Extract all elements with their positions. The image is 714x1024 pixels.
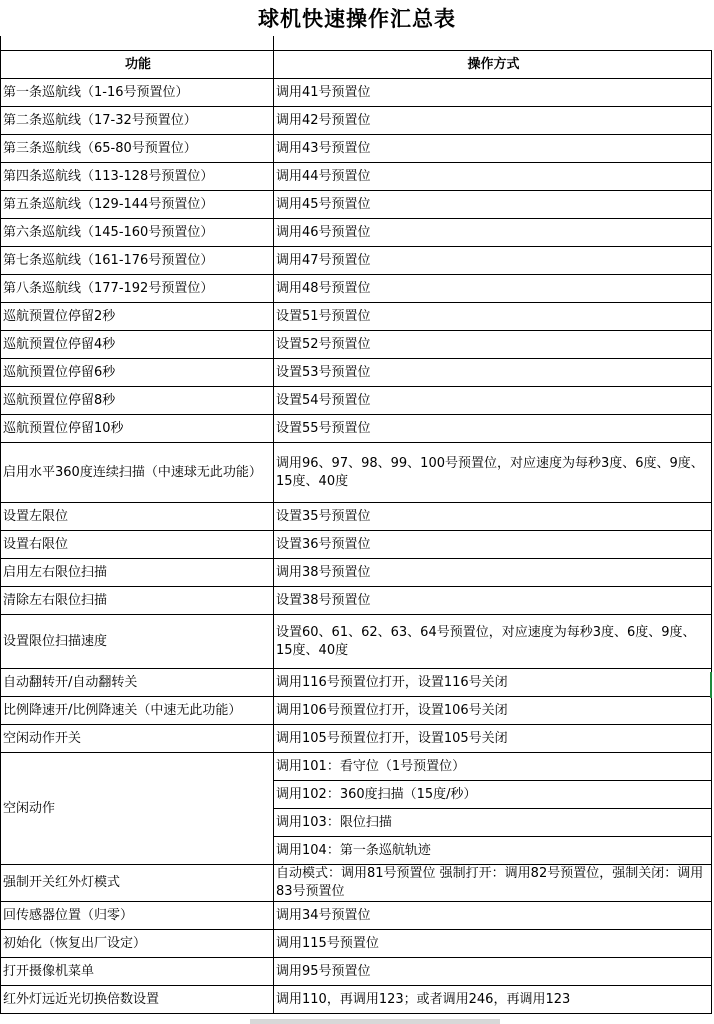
cell-function[interactable]: 红外灯远近光切换倍数设置 bbox=[1, 986, 274, 1014]
table-row bbox=[1, 387, 712, 415]
table-row bbox=[1, 503, 712, 531]
summary-table bbox=[0, 36, 712, 1014]
table-row bbox=[1, 135, 712, 163]
cell-function[interactable]: 第五条巡航线（129-144号预置位） bbox=[1, 191, 274, 219]
cell-function[interactable]: 自动翻转开/自动翻转关 bbox=[1, 669, 274, 697]
spacer-row bbox=[1, 36, 712, 51]
cell-operation[interactable]: 设置35号预置位 bbox=[274, 503, 712, 531]
table-row bbox=[1, 986, 712, 1014]
table-row bbox=[1, 902, 712, 930]
cell-operation[interactable]: 调用103：限位扫描 bbox=[274, 809, 712, 837]
cell-operation[interactable]: 调用48号预置位 bbox=[274, 275, 712, 303]
cell-operation[interactable]: 调用104：第一条巡航轨迹 bbox=[274, 837, 712, 865]
table-row bbox=[1, 615, 712, 669]
cell-operation[interactable]: 调用38号预置位 bbox=[274, 559, 712, 587]
cell-operation[interactable]: 调用115号预置位 bbox=[274, 930, 712, 958]
cell-operation[interactable]: 设置36号预置位 bbox=[274, 531, 712, 559]
cell-function[interactable]: 比例降速开/比例降速关（中速无此功能） bbox=[1, 697, 274, 725]
cell-operation[interactable]: 设置60、61、62、63、64号预置位，对应速度为每秒3度、6度、9度、15度、40度 bbox=[274, 615, 712, 669]
table-row bbox=[1, 247, 712, 275]
cell-function[interactable]: 第二条巡航线（17-32号预置位） bbox=[1, 107, 274, 135]
cell-operation[interactable]: 调用42号预置位 bbox=[274, 107, 712, 135]
cell-function[interactable]: 启用水平360度连续扫描（中速球无此功能） bbox=[1, 443, 274, 503]
spreadsheet bbox=[0, 36, 714, 1014]
cell-operation[interactable]: 设置54号预置位 bbox=[274, 387, 712, 415]
table-row bbox=[1, 725, 712, 753]
cell-operation[interactable]: 调用43号预置位 bbox=[274, 135, 712, 163]
table-row bbox=[1, 753, 712, 781]
table-row bbox=[1, 587, 712, 615]
cell-operation[interactable]: 设置52号预置位 bbox=[274, 331, 712, 359]
table-row bbox=[1, 865, 712, 902]
cell[interactable] bbox=[274, 36, 712, 51]
cell-operation[interactable]: 设置38号预置位 bbox=[274, 587, 712, 615]
table-row bbox=[1, 163, 712, 191]
table-row bbox=[1, 359, 712, 387]
cell-operation[interactable]: 调用101：看守位（1号预置位） bbox=[274, 753, 712, 781]
header-function[interactable]: 功能 bbox=[1, 51, 274, 79]
header-row bbox=[1, 51, 712, 79]
cell-operation[interactable]: 调用110，再调用123；或者调用246，再调用123 bbox=[274, 986, 712, 1014]
cell-operation[interactable]: 调用46号预置位 bbox=[274, 219, 712, 247]
cell-function[interactable]: 巡航预置位停留4秒 bbox=[1, 331, 274, 359]
table-row bbox=[1, 79, 712, 107]
table-row bbox=[1, 331, 712, 359]
cell-operation[interactable]: 调用96、97、98、99、100号预置位，对应速度为每秒3度、6度、9度、15度、40度 bbox=[274, 443, 712, 503]
table-row bbox=[1, 958, 712, 986]
cell-function[interactable]: 打开摄像机菜单 bbox=[1, 958, 274, 986]
cell-function[interactable]: 第七条巡航线（161-176号预置位） bbox=[1, 247, 274, 275]
header-operation[interactable]: 操作方式 bbox=[274, 51, 712, 79]
cell-function[interactable]: 巡航预置位停留6秒 bbox=[1, 359, 274, 387]
cell-function[interactable]: 清除左右限位扫描 bbox=[1, 587, 274, 615]
cell-operation[interactable]: 调用95号预置位 bbox=[274, 958, 712, 986]
cell-operation[interactable]: 调用44号预置位 bbox=[274, 163, 712, 191]
table-row bbox=[1, 531, 712, 559]
cell-operation[interactable]: 调用45号预置位 bbox=[274, 191, 712, 219]
table-row bbox=[1, 559, 712, 587]
cell-operation[interactable]: 设置51号预置位 bbox=[274, 303, 712, 331]
cell-operation[interactable]: 自动模式：调用81号预置位 强制打开：调用82号预置位，强制关闭：调用83号预置位 bbox=[274, 865, 712, 902]
cell-function[interactable]: 启用左右限位扫描 bbox=[1, 559, 274, 587]
table-row bbox=[1, 191, 712, 219]
table-row bbox=[1, 697, 712, 725]
cell-function[interactable]: 设置左限位 bbox=[1, 503, 274, 531]
cell-function[interactable]: 设置右限位 bbox=[1, 531, 274, 559]
cell-function[interactable]: 设置限位扫描速度 bbox=[1, 615, 274, 669]
cell-function[interactable]: 巡航预置位停留10秒 bbox=[1, 415, 274, 443]
cell-operation[interactable]: 调用106号预置位打开，设置106号关闭 bbox=[274, 697, 712, 725]
cell-function[interactable]: 初始化（恢复出厂设定） bbox=[1, 930, 274, 958]
table-row bbox=[1, 275, 712, 303]
table-row bbox=[1, 930, 712, 958]
cell-operation[interactable]: 调用116号预置位打开，设置116号关闭 bbox=[274, 669, 712, 697]
table-row bbox=[1, 219, 712, 247]
cell-operation[interactable]: 调用47号预置位 bbox=[274, 247, 712, 275]
cell-operation[interactable]: 调用34号预置位 bbox=[274, 902, 712, 930]
cell-selection-edge bbox=[710, 672, 712, 698]
cell-function[interactable]: 回传感器位置（归零） bbox=[1, 902, 274, 930]
horizontal-scrollbar[interactable] bbox=[250, 1019, 500, 1024]
cell-function[interactable]: 第一条巡航线（1-16号预置位） bbox=[1, 79, 274, 107]
cell-operation[interactable]: 调用41号预置位 bbox=[274, 79, 712, 107]
table-row bbox=[1, 669, 712, 697]
cell-function[interactable]: 第八条巡航线（177-192号预置位） bbox=[1, 275, 274, 303]
table-row bbox=[1, 415, 712, 443]
cell-operation[interactable]: 设置55号预置位 bbox=[274, 415, 712, 443]
sheet-title: 球机快速操作汇总表 bbox=[258, 6, 456, 31]
table-row bbox=[1, 303, 712, 331]
table-row bbox=[1, 443, 712, 503]
cell-function[interactable]: 第三条巡航线（65-80号预置位） bbox=[1, 135, 274, 163]
cell-operation[interactable]: 调用102：360度扫描（15度/秒） bbox=[274, 781, 712, 809]
cell-operation[interactable]: 调用105号预置位打开，设置105号关闭 bbox=[274, 725, 712, 753]
table-row bbox=[1, 107, 712, 135]
cell-operation[interactable]: 设置53号预置位 bbox=[274, 359, 712, 387]
cell-function[interactable]: 巡航预置位停留8秒 bbox=[1, 387, 274, 415]
cell-function[interactable]: 第六条巡航线（145-160号预置位） bbox=[1, 219, 274, 247]
cell[interactable] bbox=[1, 36, 274, 51]
cell-function[interactable]: 巡航预置位停留2秒 bbox=[1, 303, 274, 331]
cell-function[interactable]: 第四条巡航线（113-128号预置位） bbox=[1, 163, 274, 191]
cell-function[interactable]: 空闲动作开关 bbox=[1, 725, 274, 753]
cell-function[interactable]: 空闲动作 bbox=[1, 753, 274, 865]
cell-function[interactable]: 强制开关红外灯模式 bbox=[1, 865, 274, 902]
